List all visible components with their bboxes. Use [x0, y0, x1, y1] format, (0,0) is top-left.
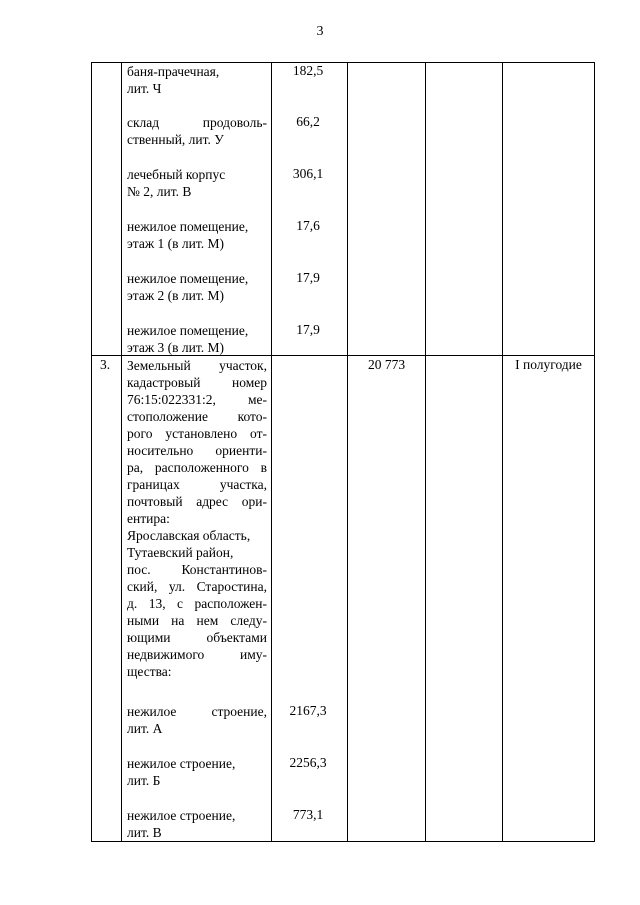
description-line: щества: — [127, 664, 172, 679]
row-number: 3. — [100, 357, 111, 372]
object-description — [127, 270, 267, 304]
column-divider-5 — [502, 62, 503, 842]
description-line: границах участка, — [127, 477, 267, 492]
object-description — [127, 703, 267, 737]
description-line: баня-прачечная, — [127, 64, 220, 79]
object-area: 2256,3 — [289, 755, 327, 770]
object-area: 17,9 — [296, 270, 320, 285]
table-border-left — [91, 62, 92, 842]
description-line: Тутаевский район, — [127, 545, 234, 560]
price-value: 20 773 — [367, 357, 406, 372]
object-description — [127, 755, 267, 789]
description-line: пос. Константинов- — [127, 562, 267, 577]
description-line: ра, расположенного в — [127, 460, 267, 475]
description-line: Ярославская область, — [127, 528, 251, 543]
object-area: 17,9 — [296, 322, 320, 337]
object-description — [127, 807, 267, 841]
description-line: нежилое помещение, — [127, 219, 249, 234]
description-line: нежилое строение, — [127, 756, 236, 771]
description-line: нежилое строение, — [127, 704, 267, 719]
description-line: № 2, лит. В — [127, 184, 192, 199]
description-line: лит. Б — [127, 773, 161, 788]
table-bottom-border — [91, 841, 595, 842]
description-line: лечебный корпус — [127, 167, 226, 182]
description-line: нежилое строение, — [127, 808, 236, 823]
description-line: ентира: — [127, 511, 170, 526]
description-line: ными на нем следу- — [127, 613, 267, 628]
column-divider-4 — [425, 62, 426, 842]
table-border-right — [594, 62, 595, 842]
description-line: этаж 1 (в лит. М) — [127, 236, 225, 251]
object-description — [127, 114, 267, 148]
object-description — [127, 166, 267, 200]
description-line: почтовый адрес ори- — [127, 494, 267, 509]
description-line: недвижимого иму- — [127, 647, 267, 662]
description-line: ющими объектами — [127, 630, 267, 645]
description-line: д. 13, с расположен- — [127, 596, 267, 611]
column-divider-1 — [121, 62, 122, 842]
period-value: I полугодие — [515, 357, 582, 372]
description-line: стоположение кото- — [127, 409, 267, 424]
description-line: Земельный участок, — [127, 358, 267, 373]
object-area: 306,1 — [292, 166, 324, 181]
description-line: нежилое помещение, — [127, 323, 249, 338]
object-area: 2167,3 — [289, 703, 327, 718]
description-line: этаж 2 (в лит. М) — [127, 288, 225, 303]
description-line: лит. А — [127, 721, 163, 736]
description-line: рого установлено от- — [127, 426, 267, 441]
land-plot-description — [127, 357, 267, 680]
description-line: лит. Ч — [127, 81, 162, 96]
object-area: 773,1 — [292, 807, 324, 822]
object-description — [127, 322, 267, 356]
object-area: 66,2 — [296, 114, 320, 129]
object-area: 182,5 — [292, 63, 324, 78]
description-line: кадастровый номер — [127, 375, 267, 390]
object-description — [127, 218, 267, 252]
description-line: 76:15:022331:2, ме- — [127, 392, 267, 407]
page-number: 3 — [316, 24, 324, 39]
description-line: лит. В — [127, 825, 162, 840]
description-line: склад продоволь- — [127, 115, 267, 130]
description-line: ский, ул. Старостина, — [127, 579, 267, 594]
description-line: этаж 3 (в лит. М) — [127, 340, 225, 355]
description-line: носительно ориенти- — [127, 443, 267, 458]
object-description — [127, 63, 267, 97]
description-line: нежилое помещение, — [127, 271, 249, 286]
description-line: ственный, лит. У — [127, 132, 224, 147]
object-area: 17,6 — [296, 218, 320, 233]
